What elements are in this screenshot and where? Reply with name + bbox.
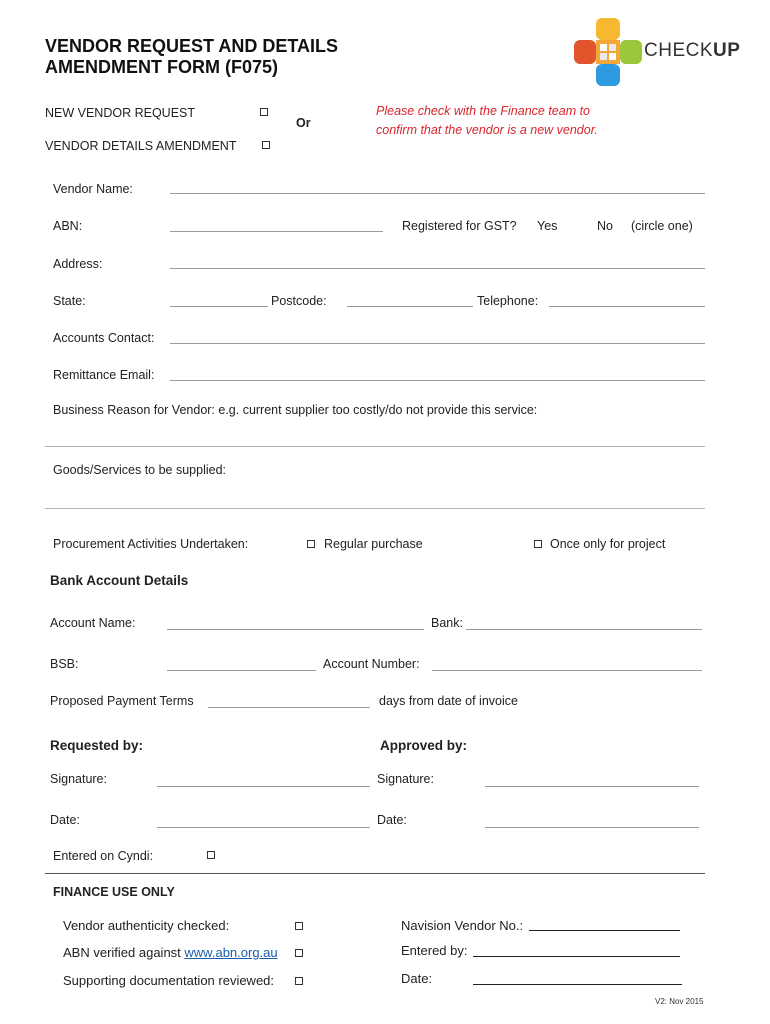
- account-name-field[interactable]: [167, 629, 424, 630]
- supporting-docs-checkbox[interactable]: [295, 977, 303, 985]
- logo-word-light: CHECK: [644, 40, 714, 61]
- state-field[interactable]: [170, 306, 268, 307]
- postcode-field[interactable]: [347, 306, 473, 307]
- bank-field[interactable]: [466, 629, 702, 630]
- logo-word-bold: UP: [713, 40, 741, 61]
- approved-date-label: Date:: [377, 813, 407, 827]
- title-line-2: AMENDMENT FORM (F075): [45, 57, 278, 77]
- abn-label: ABN:: [53, 219, 83, 233]
- new-vendor-label: NEW VENDOR REQUEST: [45, 106, 196, 120]
- accounts-contact-label: Accounts Contact:: [53, 331, 155, 345]
- amendment-checkbox[interactable]: [262, 141, 270, 149]
- remittance-email-label: Remittance Email:: [53, 368, 155, 382]
- postcode-label: Postcode:: [271, 294, 327, 308]
- entered-by-label: Entered by:: [401, 943, 468, 958]
- bank-label: Bank:: [431, 616, 463, 630]
- gst-hint: (circle one): [631, 219, 693, 233]
- vendor-name-label: Vendor Name:: [53, 182, 133, 196]
- address-label: Address:: [53, 257, 103, 271]
- vendor-name-field[interactable]: [170, 193, 705, 194]
- requested-by-heading: Requested by:: [50, 738, 144, 753]
- regular-purchase-label: Regular purchase: [324, 537, 423, 551]
- amendment-label: VENDOR DETAILS AMENDMENT: [45, 139, 237, 153]
- finance-date-label: Date:: [401, 971, 433, 986]
- remittance-email-field[interactable]: [170, 380, 705, 381]
- account-name-label: Account Name:: [50, 616, 136, 630]
- abn-verified-checkbox[interactable]: [295, 949, 303, 957]
- requested-date-label: Date:: [50, 813, 80, 827]
- navision-field[interactable]: [529, 930, 680, 931]
- gst-yes[interactable]: Yes: [537, 219, 558, 233]
- approved-signature-field[interactable]: [485, 786, 699, 787]
- state-label: State:: [53, 294, 86, 308]
- goods-services-field[interactable]: [45, 508, 705, 509]
- business-reason-label: Business Reason for Vendor: e.g. current supplier too costly/do not provide this service:: [53, 403, 538, 417]
- checkup-logo-icon: [574, 18, 642, 86]
- navision-label: Navision Vendor No.:: [401, 918, 524, 933]
- finance-note-line2: confirm that the vendor is a new vendor.: [376, 123, 598, 137]
- finance-divider: [45, 873, 705, 874]
- checkup-logo: [574, 18, 739, 86]
- abn-field[interactable]: [170, 231, 383, 232]
- gst-label: Registered for GST?: [402, 219, 517, 233]
- bsb-field[interactable]: [167, 670, 316, 671]
- regular-purchase-checkbox[interactable]: [307, 540, 315, 548]
- cyndi-checkbox[interactable]: [207, 851, 215, 859]
- logo-wordmark: [644, 40, 740, 62]
- entered-by-field[interactable]: [473, 956, 680, 957]
- approved-by-heading: Approved by:: [380, 738, 468, 753]
- abn-verified-prefix: ABN verified against: [63, 945, 185, 960]
- once-only-checkbox[interactable]: [534, 540, 542, 548]
- requested-signature-field[interactable]: [157, 786, 370, 787]
- finance-note-line1: Please check with the Finance team to: [376, 104, 591, 118]
- title-line-1: VENDOR REQUEST AND DETAILS: [45, 36, 339, 56]
- gst-no[interactable]: No: [597, 219, 613, 233]
- abn-link[interactable]: www.abn.org.au: [184, 945, 278, 960]
- new-vendor-checkbox[interactable]: [260, 108, 268, 116]
- bsb-label: BSB:: [50, 657, 79, 671]
- authenticity-checkbox[interactable]: [295, 922, 303, 930]
- telephone-label: Telephone:: [477, 294, 539, 308]
- version-footer: V2: Nov 2015: [655, 997, 704, 1006]
- goods-services-label: Goods/Services to be supplied:: [53, 463, 227, 477]
- payment-terms-suffix: days from date of invoice: [379, 694, 518, 708]
- approved-date-field[interactable]: [485, 827, 699, 828]
- payment-terms-label: Proposed Payment Terms: [50, 694, 194, 708]
- business-reason-field[interactable]: [45, 446, 705, 447]
- supporting-docs-label: Supporting documentation reviewed:: [63, 973, 275, 988]
- finance-heading: FINANCE USE ONLY: [53, 885, 175, 899]
- finance-note: [376, 102, 598, 140]
- or-label: Or: [296, 116, 311, 130]
- bank-heading: Bank Account Details: [50, 573, 189, 588]
- account-number-label: Account Number:: [323, 657, 420, 671]
- page-title: [45, 36, 338, 78]
- payment-terms-field[interactable]: [208, 707, 370, 708]
- requested-signature-label: Signature:: [50, 772, 107, 786]
- requested-date-field[interactable]: [157, 827, 370, 828]
- accounts-contact-field[interactable]: [170, 343, 705, 344]
- cyndi-label: Entered on Cyndi:: [53, 849, 154, 863]
- abn-verified-label: [63, 945, 278, 960]
- telephone-field[interactable]: [549, 306, 705, 307]
- account-number-field[interactable]: [432, 670, 702, 671]
- address-field[interactable]: [170, 268, 705, 269]
- finance-date-field[interactable]: [473, 984, 682, 985]
- procurement-label: Procurement Activities Undertaken:: [53, 537, 249, 551]
- once-only-label: Once only for project: [550, 537, 666, 551]
- approved-signature-label: Signature:: [377, 772, 434, 786]
- authenticity-label: Vendor authenticity checked:: [63, 918, 230, 933]
